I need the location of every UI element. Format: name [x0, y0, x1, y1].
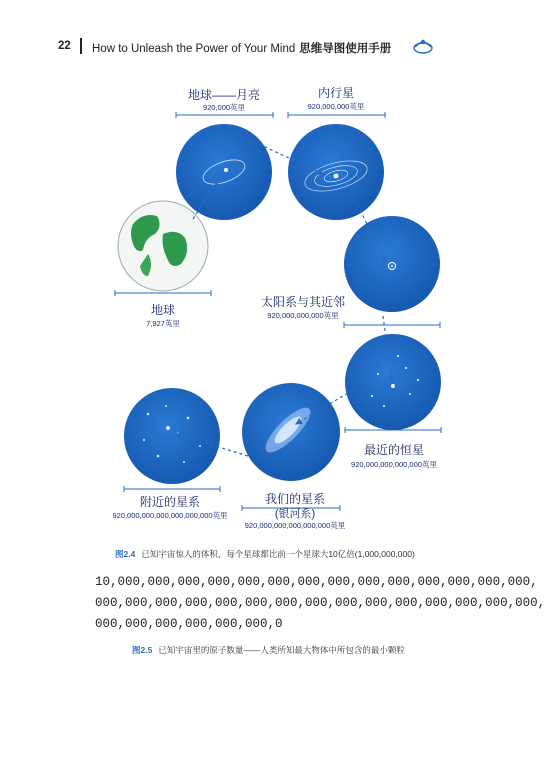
solar-system-sphere [344, 216, 440, 312]
number-line-1: 10,000,000,000,000,000,000,000,000,000,000,000,000,000,000, [95, 575, 538, 589]
inner-planets-sphere [288, 124, 384, 220]
number-line-3: 000,000,000,000,000,000,0 [95, 617, 283, 631]
universe-scale-figure [108, 84, 456, 537]
label-earth-moon: 地球——月亮 [187, 88, 261, 102]
label-nearby-galaxies: 附近的星系 [139, 495, 201, 509]
header-title-cn: 思维导图使用手册 [299, 43, 392, 55]
nearest-stars-sphere [345, 334, 441, 430]
caption-number: 图2.5 [132, 645, 153, 655]
label-earth: 地球 [150, 303, 176, 317]
caption-text: 已知宇宙惊人的体积，每个星球都比前一个星球大10亿倍(1,000,000,000) [141, 549, 415, 559]
label-solar-system-dist: 920,000,000,000英里 [267, 311, 339, 320]
caption-number: 图2.4 [115, 549, 136, 559]
label-our-galaxy-dist: 920,000,000,000,000,000英里 [244, 521, 346, 530]
atom-count-number [95, 572, 546, 635]
earth-globe [118, 201, 208, 291]
figure-caption-2-4 [115, 548, 415, 560]
label-nearby-galaxies-dist: 920,000,000,000,000,000,000英里 [112, 511, 228, 520]
page-number: 22 [58, 40, 71, 52]
label-earth-moon-dist: 920,000英里 [202, 103, 246, 112]
label-inner-planets-dist: 920,000,000英里 [307, 102, 365, 111]
label-inner-planets: 内行星 [317, 86, 355, 100]
figure-caption-2-5 [132, 644, 405, 656]
book-logo-icon [412, 34, 434, 56]
nearby-galaxies-sphere [124, 388, 220, 484]
number-line-2: 000,000,000,000,000,000,000,000,000,000,000,000,000,000,000, [95, 596, 546, 610]
earth-moon-sphere [176, 124, 272, 220]
label-our-galaxy: 我们的星系 [264, 492, 326, 506]
label-nearest-stars-dist: 920,000,000,000,000英里 [351, 460, 437, 469]
header-divider [80, 38, 82, 54]
label-nearest-stars: 最近的恒星 [363, 443, 425, 457]
header-title [92, 40, 391, 56]
caption-text: 已知宇宙里的原子数量——人类所知最大物体中所包含的最小颗粒 [158, 645, 405, 655]
label-solar-system: 太阳系与其近邻 [260, 295, 346, 309]
label-our-galaxy-sub: (银河系) [274, 508, 316, 520]
label-earth-dist: 7,927英里 [146, 319, 180, 328]
header-title-en: How to Unleash the Power of Your Mind [92, 43, 296, 55]
